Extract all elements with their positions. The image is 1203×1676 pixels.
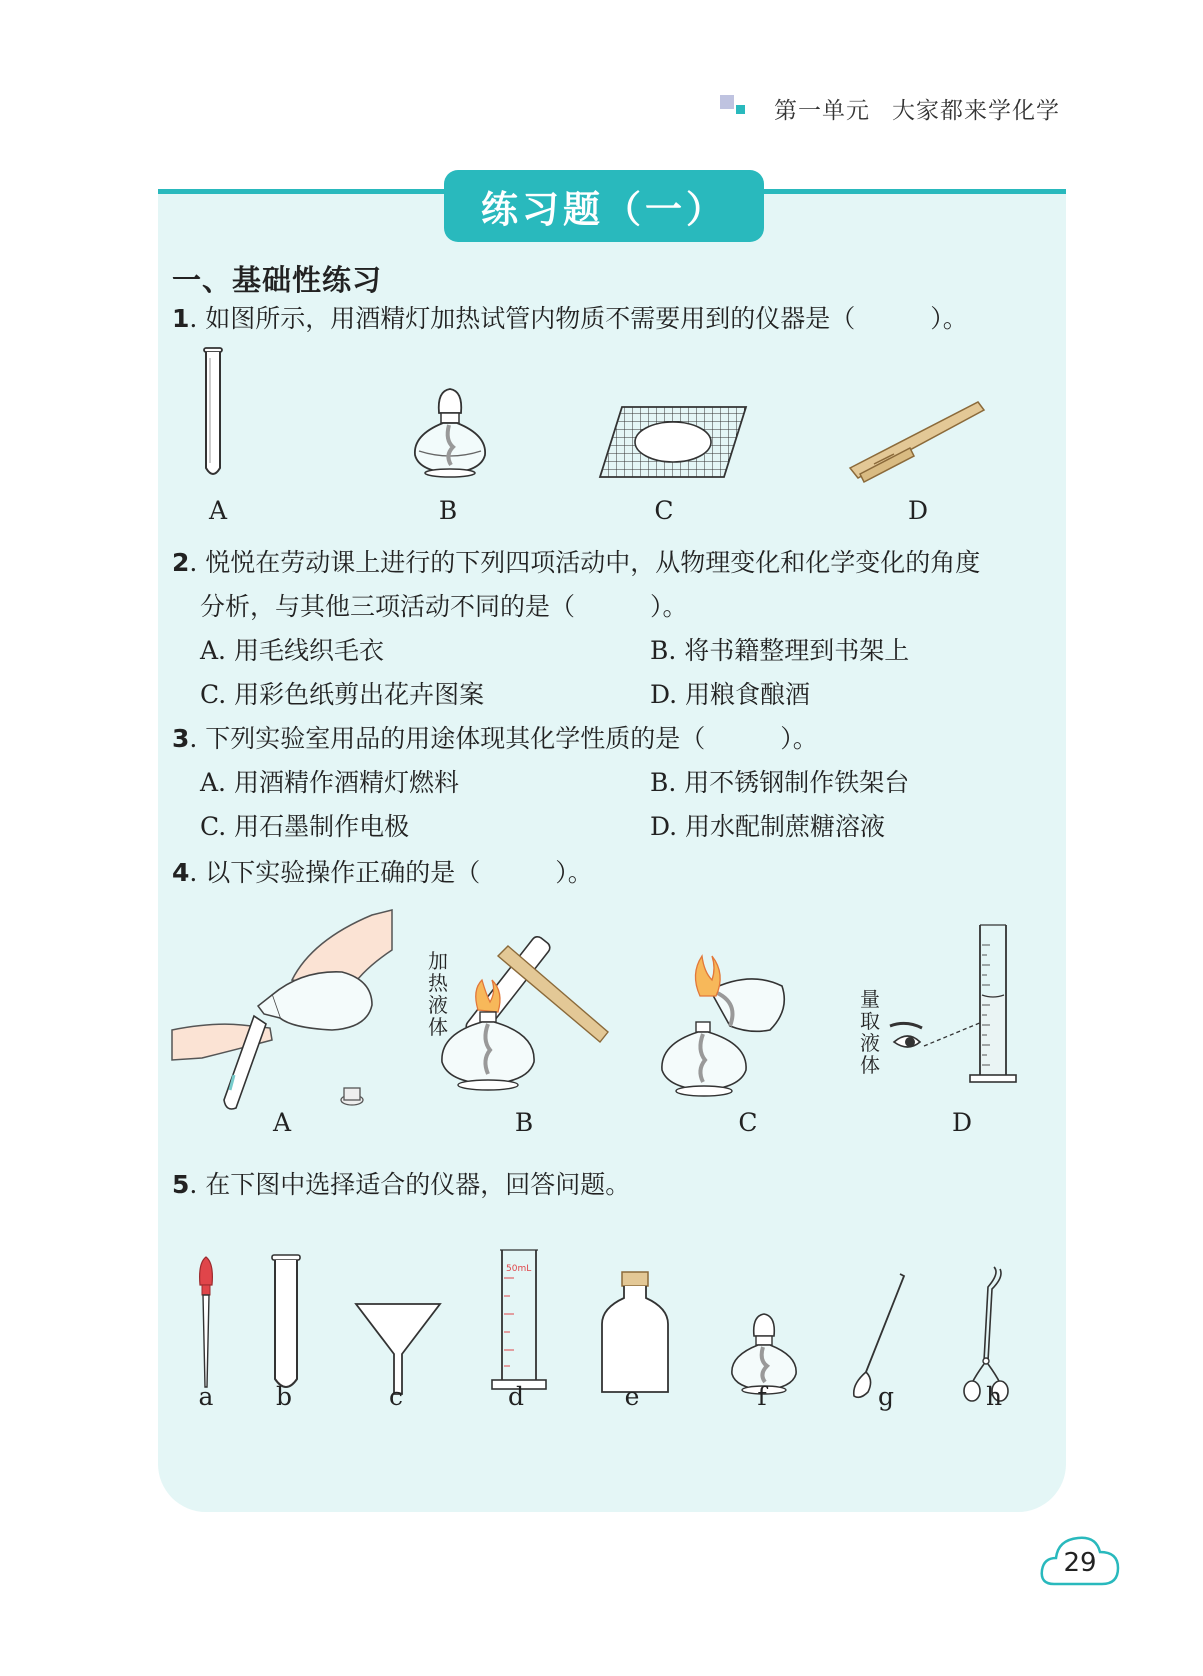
figure-label: b bbox=[275, 1382, 292, 1411]
option-c: C. 用石墨制作电极 bbox=[200, 812, 410, 841]
option-c: C. 用彩色纸剪出花卉图案 bbox=[200, 680, 485, 709]
figure-label: C bbox=[738, 1108, 758, 1137]
figure-label: C bbox=[654, 496, 674, 525]
header-unit-title: 大家都来学化学 bbox=[892, 98, 1060, 124]
figure-label: D bbox=[951, 1108, 973, 1137]
figure-label: B bbox=[514, 1108, 534, 1137]
question-2-line-2: 分析，与其他三项活动不同的是（ ）。 bbox=[200, 592, 688, 621]
option-a: A. 用酒精作酒精灯燃料 bbox=[200, 768, 459, 797]
header-marker-icon bbox=[720, 95, 750, 119]
running-header bbox=[774, 92, 1060, 125]
question-number: 5 bbox=[172, 1170, 190, 1199]
test-tube-figure bbox=[196, 348, 236, 487]
header-unit: 第一单元 bbox=[774, 98, 870, 124]
figure-label: c bbox=[388, 1382, 403, 1411]
dropper-figure bbox=[196, 1255, 216, 1394]
option-b: B. 将书籍整理到书架上 bbox=[650, 636, 910, 665]
figure-caption-b: 加热液体 bbox=[428, 949, 448, 1039]
figure-label: h bbox=[985, 1382, 1003, 1411]
option-a: A. 用毛线织毛衣 bbox=[200, 636, 384, 665]
figure-label: A bbox=[272, 1108, 292, 1137]
wire-gauze-figure bbox=[600, 405, 750, 484]
option-d: D. 用粮食酿酒 bbox=[650, 680, 811, 709]
question-number: 2 bbox=[172, 548, 190, 577]
question-1 bbox=[172, 302, 968, 336]
figure-label: B bbox=[438, 496, 458, 525]
page-number: 29 bbox=[1063, 1548, 1097, 1578]
question-text: . 如图所示，用酒精灯加热试管内物质不需要用到的仪器是（ ）。 bbox=[189, 304, 968, 333]
question-text: . 下列实验室用品的用途体现其化学性质的是（ ）。 bbox=[189, 724, 818, 753]
question-text: . 悦悦在劳动课上进行的下列四项活动中，从物理变化和化学变化的角度 bbox=[189, 548, 981, 577]
test-tube-holder-figure bbox=[850, 398, 990, 492]
figure-label: f bbox=[757, 1382, 767, 1411]
question-number: 3 bbox=[172, 724, 190, 753]
question-text: . 在下图中选择适合的仪器，回答问题。 bbox=[189, 1170, 631, 1199]
test-tube-figure bbox=[270, 1255, 304, 1399]
question-3 bbox=[172, 722, 818, 756]
option-d: D. 用水配制蔗糖溶液 bbox=[650, 812, 886, 841]
figure-label: e bbox=[624, 1382, 640, 1411]
pouring-liquid-figure bbox=[172, 910, 412, 1129]
graduated-cylinder-figure bbox=[970, 925, 1020, 1094]
question-2 bbox=[172, 546, 980, 580]
figure-label: a bbox=[198, 1382, 214, 1411]
alcohol-lamp-figure bbox=[405, 385, 495, 489]
section-heading: 一、基础性练习 bbox=[172, 263, 383, 297]
figure-label: d bbox=[507, 1382, 524, 1411]
page-title: 练习题（一） bbox=[481, 188, 727, 231]
question-text: . 以下实验操作正确的是（ ）。 bbox=[189, 858, 593, 887]
figure-caption-d: 量取液体 bbox=[860, 987, 880, 1077]
question-4 bbox=[172, 856, 593, 890]
lighting-lamp-figure bbox=[650, 930, 800, 1109]
figure-label: D bbox=[907, 496, 929, 525]
heating-liquid-figure bbox=[430, 910, 630, 1119]
figure-label: A bbox=[208, 496, 228, 525]
question-5 bbox=[172, 1168, 630, 1202]
question-number: 1 bbox=[172, 304, 190, 333]
question-number: 4 bbox=[172, 858, 190, 887]
cylinder-capacity-label: 50mL bbox=[506, 1264, 532, 1274]
figure-label: g bbox=[877, 1382, 894, 1411]
option-b: B. 用不锈钢制作铁架台 bbox=[650, 768, 910, 797]
